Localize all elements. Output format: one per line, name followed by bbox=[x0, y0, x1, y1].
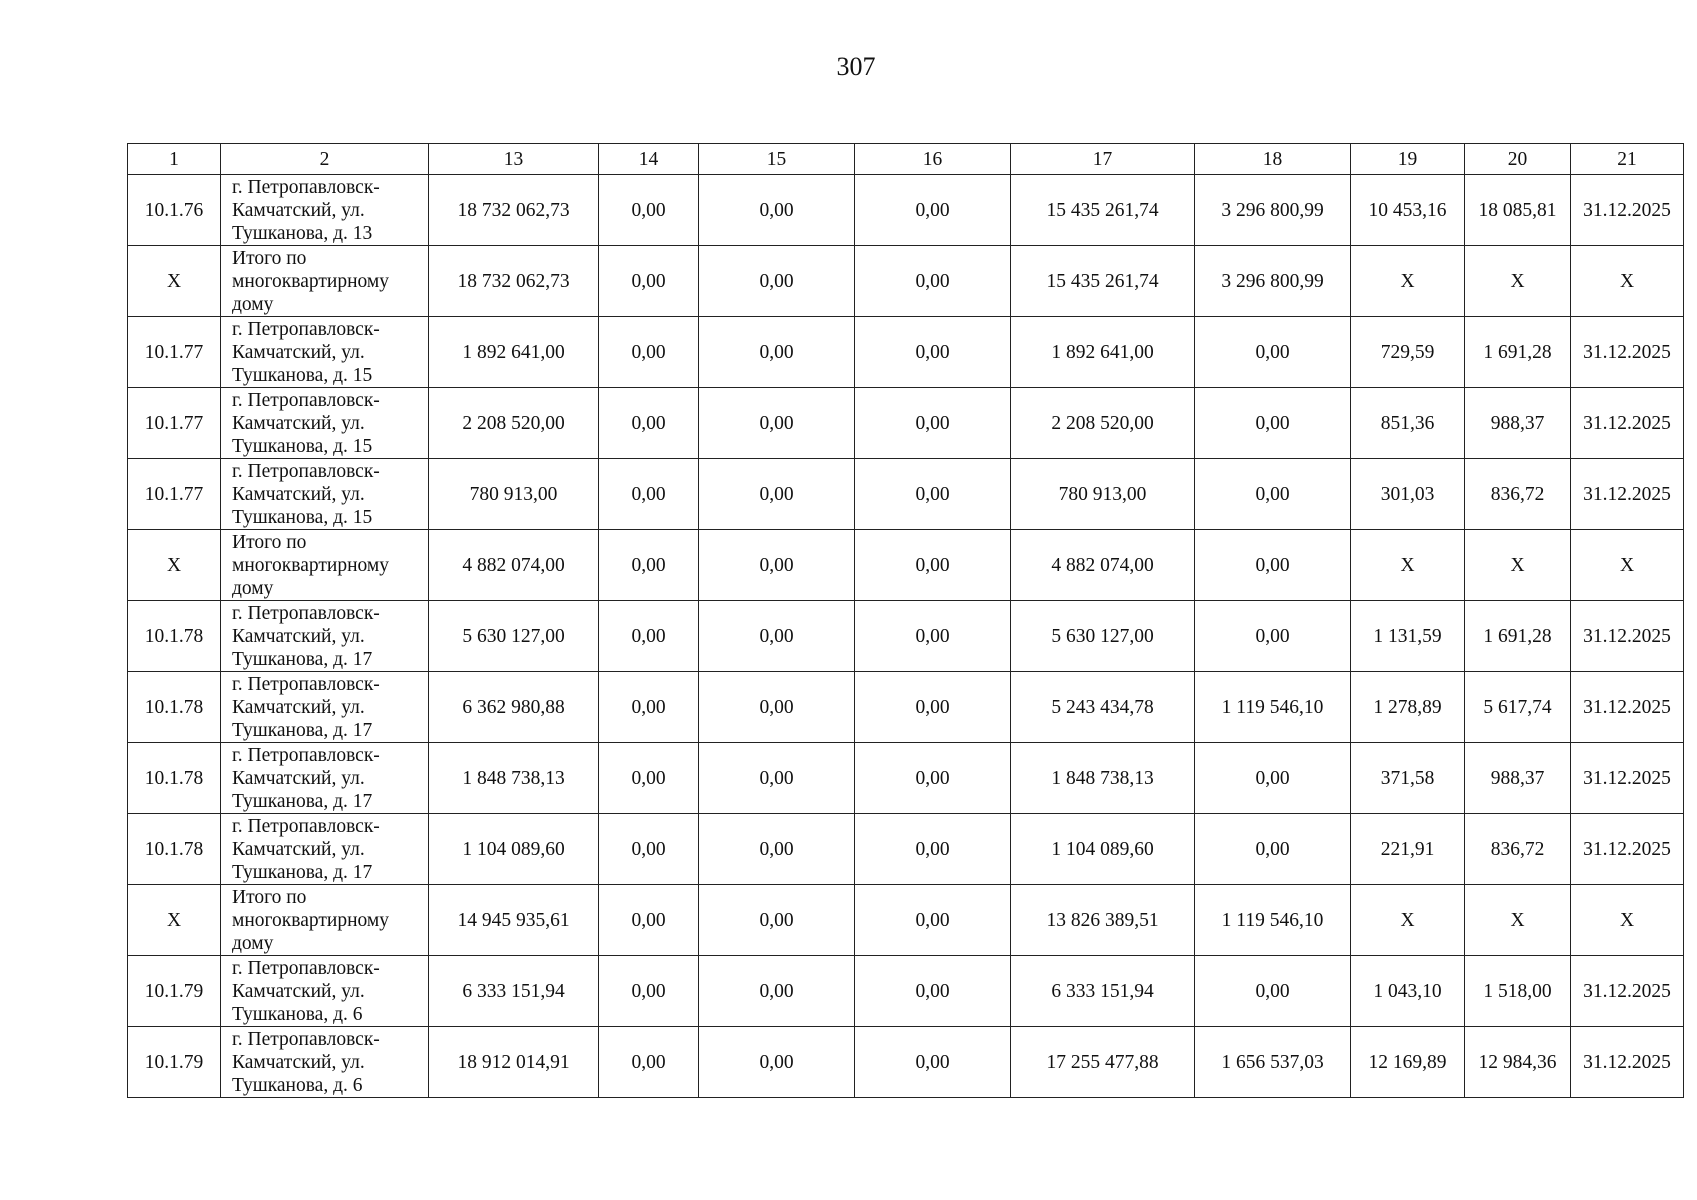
cell-col-19: 301,03 bbox=[1351, 459, 1465, 530]
cell-address: Итого по многоквартирному дому bbox=[221, 885, 429, 956]
cell-col-15: 0,00 bbox=[699, 246, 855, 317]
cell-col-18: 0,00 bbox=[1195, 956, 1351, 1027]
cell-col-13: 4 882 074,00 bbox=[429, 530, 599, 601]
table-row bbox=[128, 246, 1684, 317]
cell-col-15: 0,00 bbox=[699, 1027, 855, 1098]
table-row bbox=[128, 743, 1684, 814]
table-row bbox=[128, 175, 1684, 246]
table-row bbox=[128, 1027, 1684, 1098]
cell-col-15: 0,00 bbox=[699, 317, 855, 388]
cell-completion-date: 31.12.2025 bbox=[1571, 814, 1684, 885]
cell-col-14: 0,00 bbox=[599, 175, 699, 246]
cell-col-19: 851,36 bbox=[1351, 388, 1465, 459]
cell-completion-date: 31.12.2025 bbox=[1571, 317, 1684, 388]
column-header-1: 2 bbox=[221, 144, 429, 175]
column-header-5: 16 bbox=[855, 144, 1011, 175]
cell-col-19: 221,91 bbox=[1351, 814, 1465, 885]
cell-col-13: 18 912 014,91 bbox=[429, 1027, 599, 1098]
cell-col-16: 0,00 bbox=[855, 388, 1011, 459]
cell-row-code: X bbox=[128, 530, 221, 601]
cell-col-15: 0,00 bbox=[699, 885, 855, 956]
table-row bbox=[128, 317, 1684, 388]
cell-col-15: 0,00 bbox=[699, 601, 855, 672]
cell-address: г. Петропавловск- Камчатский, ул. Тушканова, д. 17 bbox=[221, 814, 429, 885]
cell-col-17: 1 104 089,60 bbox=[1011, 814, 1195, 885]
cell-col-20: 18 085,81 bbox=[1465, 175, 1571, 246]
cell-col-20: 988,37 bbox=[1465, 743, 1571, 814]
column-header-8: 19 bbox=[1351, 144, 1465, 175]
cell-col-16: 0,00 bbox=[855, 885, 1011, 956]
data-table bbox=[127, 143, 1684, 1098]
cell-col-14: 0,00 bbox=[599, 530, 699, 601]
cell-col-19: X bbox=[1351, 530, 1465, 601]
cell-col-14: 0,00 bbox=[599, 672, 699, 743]
table-row bbox=[128, 956, 1684, 1027]
column-header-2: 13 bbox=[429, 144, 599, 175]
cell-row-code: X bbox=[128, 885, 221, 956]
cell-col-20: 1 691,28 bbox=[1465, 317, 1571, 388]
cell-col-18: 0,00 bbox=[1195, 459, 1351, 530]
cell-col-19: 1 131,59 bbox=[1351, 601, 1465, 672]
header-row bbox=[128, 144, 1684, 175]
column-header-4: 15 bbox=[699, 144, 855, 175]
table-row bbox=[128, 672, 1684, 743]
cell-col-16: 0,00 bbox=[855, 743, 1011, 814]
cell-completion-date: X bbox=[1571, 885, 1684, 956]
cell-col-13: 1 104 089,60 bbox=[429, 814, 599, 885]
cell-address: г. Петропавловск- Камчатский, ул. Тушканова, д. 17 bbox=[221, 601, 429, 672]
cell-col-13: 1 848 738,13 bbox=[429, 743, 599, 814]
cell-col-13: 6 333 151,94 bbox=[429, 956, 599, 1027]
cell-col-20: 5 617,74 bbox=[1465, 672, 1571, 743]
column-header-9: 20 bbox=[1465, 144, 1571, 175]
cell-col-20: X bbox=[1465, 885, 1571, 956]
cell-col-16: 0,00 bbox=[855, 459, 1011, 530]
cell-col-19: 729,59 bbox=[1351, 317, 1465, 388]
cell-address: Итого по многоквартирному дому bbox=[221, 246, 429, 317]
cell-col-13: 2 208 520,00 bbox=[429, 388, 599, 459]
cell-col-17: 780 913,00 bbox=[1011, 459, 1195, 530]
cell-col-14: 0,00 bbox=[599, 814, 699, 885]
cell-address: г. Петропавловск- Камчатский, ул. Тушканова, д. 13 bbox=[221, 175, 429, 246]
page-number: 307 bbox=[836, 52, 876, 81]
cell-col-20: 1 691,28 bbox=[1465, 601, 1571, 672]
cell-col-18: 1 119 546,10 bbox=[1195, 885, 1351, 956]
table-row bbox=[128, 601, 1684, 672]
cell-completion-date: 31.12.2025 bbox=[1571, 175, 1684, 246]
table-body bbox=[128, 175, 1684, 1098]
cell-col-17: 1 848 738,13 bbox=[1011, 743, 1195, 814]
cell-address: г. Петропавловск- Камчатский, ул. Тушканова, д. 17 bbox=[221, 672, 429, 743]
cell-col-16: 0,00 bbox=[855, 1027, 1011, 1098]
cell-col-20: 836,72 bbox=[1465, 459, 1571, 530]
cell-row-code: 10.1.77 bbox=[128, 388, 221, 459]
cell-col-20: X bbox=[1465, 530, 1571, 601]
cell-row-code: 10.1.78 bbox=[128, 601, 221, 672]
cell-col-14: 0,00 bbox=[599, 601, 699, 672]
cell-col-14: 0,00 bbox=[599, 956, 699, 1027]
cell-col-18: 0,00 bbox=[1195, 743, 1351, 814]
cell-col-19: X bbox=[1351, 246, 1465, 317]
cell-row-code: 10.1.76 bbox=[128, 175, 221, 246]
cell-col-17: 17 255 477,88 bbox=[1011, 1027, 1195, 1098]
cell-col-15: 0,00 bbox=[699, 459, 855, 530]
cell-col-19: X bbox=[1351, 885, 1465, 956]
cell-col-15: 0,00 bbox=[699, 175, 855, 246]
cell-col-20: 1 518,00 bbox=[1465, 956, 1571, 1027]
column-header-3: 14 bbox=[599, 144, 699, 175]
cell-address: г. Петропавловск- Камчатский, ул. Тушканова, д. 17 bbox=[221, 743, 429, 814]
cell-row-code: 10.1.77 bbox=[128, 459, 221, 530]
cell-col-18: 0,00 bbox=[1195, 530, 1351, 601]
cell-col-16: 0,00 bbox=[855, 956, 1011, 1027]
cell-address: г. Петропавловск- Камчатский, ул. Тушканова, д. 6 bbox=[221, 1027, 429, 1098]
cell-address: г. Петропавловск- Камчатский, ул. Тушканова, д. 15 bbox=[221, 388, 429, 459]
cell-col-17: 5 243 434,78 bbox=[1011, 672, 1195, 743]
cell-col-15: 0,00 bbox=[699, 956, 855, 1027]
cell-col-17: 13 826 389,51 bbox=[1011, 885, 1195, 956]
cell-col-14: 0,00 bbox=[599, 743, 699, 814]
cell-col-14: 0,00 bbox=[599, 246, 699, 317]
column-header-0: 1 bbox=[128, 144, 221, 175]
cell-address: г. Петропавловск- Камчатский, ул. Тушканова, д. 6 bbox=[221, 956, 429, 1027]
cell-col-18: 0,00 bbox=[1195, 317, 1351, 388]
cell-col-20: 988,37 bbox=[1465, 388, 1571, 459]
cell-completion-date: 31.12.2025 bbox=[1571, 459, 1684, 530]
cell-col-16: 0,00 bbox=[855, 317, 1011, 388]
cell-row-code: 10.1.79 bbox=[128, 956, 221, 1027]
cell-col-18: 3 296 800,99 bbox=[1195, 246, 1351, 317]
cell-col-13: 1 892 641,00 bbox=[429, 317, 599, 388]
cell-completion-date: X bbox=[1571, 246, 1684, 317]
column-header-7: 18 bbox=[1195, 144, 1351, 175]
cell-address: г. Петропавловск- Камчатский, ул. Тушканова, д. 15 bbox=[221, 317, 429, 388]
cell-col-17: 15 435 261,74 bbox=[1011, 246, 1195, 317]
cell-col-17: 4 882 074,00 bbox=[1011, 530, 1195, 601]
cell-col-19: 10 453,16 bbox=[1351, 175, 1465, 246]
cell-col-19: 12 169,89 bbox=[1351, 1027, 1465, 1098]
cell-col-20: 12 984,36 bbox=[1465, 1027, 1571, 1098]
cell-completion-date: 31.12.2025 bbox=[1571, 956, 1684, 1027]
cell-col-20: X bbox=[1465, 246, 1571, 317]
table-row bbox=[128, 885, 1684, 956]
cell-col-17: 2 208 520,00 bbox=[1011, 388, 1195, 459]
cell-col-14: 0,00 bbox=[599, 317, 699, 388]
cell-col-14: 0,00 bbox=[599, 388, 699, 459]
cell-completion-date: 31.12.2025 bbox=[1571, 672, 1684, 743]
cell-address: г. Петропавловск- Камчатский, ул. Тушканова, д. 15 bbox=[221, 459, 429, 530]
cell-col-19: 1 278,89 bbox=[1351, 672, 1465, 743]
cell-col-16: 0,00 bbox=[855, 246, 1011, 317]
cell-row-code: 10.1.78 bbox=[128, 672, 221, 743]
column-header-6: 17 bbox=[1011, 144, 1195, 175]
cell-col-16: 0,00 bbox=[855, 601, 1011, 672]
cell-row-code: 10.1.77 bbox=[128, 317, 221, 388]
cell-col-15: 0,00 bbox=[699, 530, 855, 601]
table-row bbox=[128, 459, 1684, 530]
cell-row-code: X bbox=[128, 246, 221, 317]
cell-col-17: 15 435 261,74 bbox=[1011, 175, 1195, 246]
cell-col-13: 780 913,00 bbox=[429, 459, 599, 530]
cell-completion-date: 31.12.2025 bbox=[1571, 388, 1684, 459]
table-row bbox=[128, 814, 1684, 885]
cell-col-15: 0,00 bbox=[699, 743, 855, 814]
cell-col-13: 5 630 127,00 bbox=[429, 601, 599, 672]
cell-row-code: 10.1.78 bbox=[128, 743, 221, 814]
cell-col-19: 371,58 bbox=[1351, 743, 1465, 814]
cell-col-15: 0,00 bbox=[699, 814, 855, 885]
cell-col-16: 0,00 bbox=[855, 814, 1011, 885]
cell-col-14: 0,00 bbox=[599, 459, 699, 530]
cell-col-16: 0,00 bbox=[855, 672, 1011, 743]
cell-col-17: 1 892 641,00 bbox=[1011, 317, 1195, 388]
column-header-10: 21 bbox=[1571, 144, 1684, 175]
cell-completion-date: 31.12.2025 bbox=[1571, 1027, 1684, 1098]
cell-col-14: 0,00 bbox=[599, 885, 699, 956]
cell-completion-date: X bbox=[1571, 530, 1684, 601]
cell-col-17: 6 333 151,94 bbox=[1011, 956, 1195, 1027]
cell-col-20: 836,72 bbox=[1465, 814, 1571, 885]
cell-completion-date: 31.12.2025 bbox=[1571, 743, 1684, 814]
table-row bbox=[128, 530, 1684, 601]
cell-col-13: 6 362 980,88 bbox=[429, 672, 599, 743]
cell-col-18: 0,00 bbox=[1195, 814, 1351, 885]
cell-col-13: 18 732 062,73 bbox=[429, 246, 599, 317]
cell-completion-date: 31.12.2025 bbox=[1571, 601, 1684, 672]
cell-address: Итого по многоквартирному дому bbox=[221, 530, 429, 601]
cell-col-18: 0,00 bbox=[1195, 601, 1351, 672]
cell-col-13: 14 945 935,61 bbox=[429, 885, 599, 956]
cell-row-code: 10.1.79 bbox=[128, 1027, 221, 1098]
cell-col-18: 3 296 800,99 bbox=[1195, 175, 1351, 246]
cell-col-16: 0,00 bbox=[855, 530, 1011, 601]
table-row bbox=[128, 388, 1684, 459]
cell-col-15: 0,00 bbox=[699, 388, 855, 459]
cell-col-17: 5 630 127,00 bbox=[1011, 601, 1195, 672]
cell-col-18: 1 119 546,10 bbox=[1195, 672, 1351, 743]
cell-col-18: 1 656 537,03 bbox=[1195, 1027, 1351, 1098]
cell-col-19: 1 043,10 bbox=[1351, 956, 1465, 1027]
cell-col-18: 0,00 bbox=[1195, 388, 1351, 459]
cell-col-15: 0,00 bbox=[699, 672, 855, 743]
cell-row-code: 10.1.78 bbox=[128, 814, 221, 885]
cell-col-14: 0,00 bbox=[599, 1027, 699, 1098]
cell-col-16: 0,00 bbox=[855, 175, 1011, 246]
cell-col-13: 18 732 062,73 bbox=[429, 175, 599, 246]
